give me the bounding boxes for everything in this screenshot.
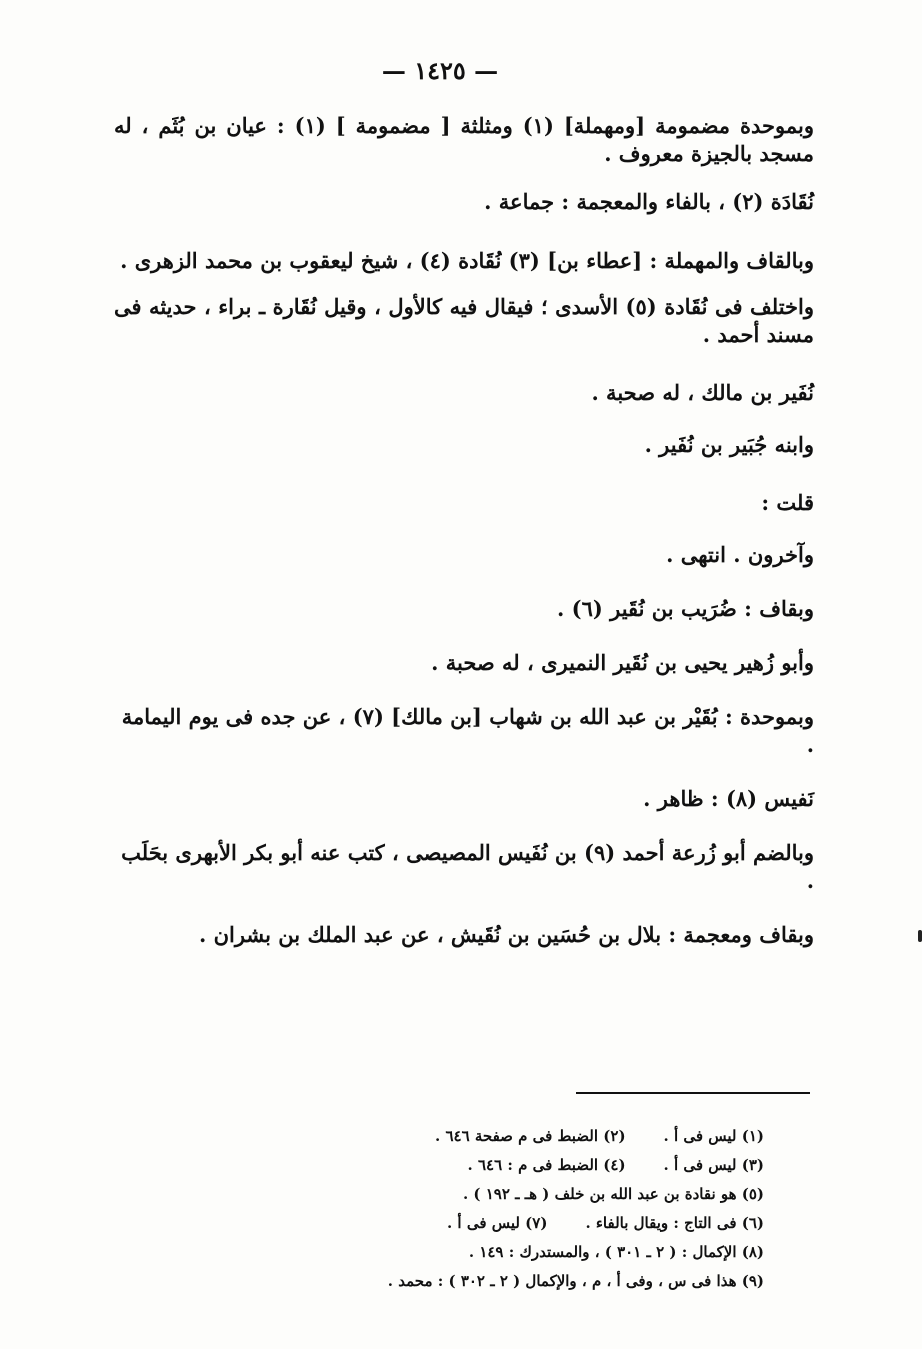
paragraph: وآخرون . انتهى .: [666, 542, 814, 567]
footnote: (٦) فى التاج : ويقال بالفاء .: [585, 1214, 764, 1232]
footnote-line: [304, 1151, 764, 1180]
paragraph: واختلف فى نُقَادة (٥) الأسدى ؛ فيقال فيه كالأول ، وقيل نُقَارة ـ براء ، حديثه فى مسند أحمد .: [114, 294, 814, 347]
footnote-divider: [576, 1092, 810, 1094]
footnote-line: [304, 1209, 764, 1238]
footnote: (٤) الضبط فى م : ٦٤٦ .: [467, 1156, 626, 1174]
scan-edge-mark: [918, 930, 922, 942]
paragraph: وأبو زُهير يحيى بن نُقَير النميرى ، له صحبة .: [431, 650, 814, 675]
paragraph: وبقاف : ضُرَيب بن نُقَير (٦) .: [557, 596, 814, 621]
page-number: — ١٤٢٥ —: [381, 56, 499, 85]
footnote: (٢) الضبط فى م صفحة ٦٤٦ .: [435, 1127, 626, 1145]
paragraph: نُفَير بن مالك ، له صحبة .: [591, 380, 814, 405]
footnote: (٩) هذا فى س ، وفى أ ، م ، والإكمال ( ٢ ـ ٣٠٢ ) : محمد .: [387, 1272, 764, 1290]
footnote-line: [304, 1122, 764, 1151]
paragraph: وبقاف ومعجمة : بلال بن حُسَين بن نُقَيش ، عن عبد الملك بن بشران .: [198, 922, 814, 947]
footnote-line: [304, 1238, 764, 1267]
footnote: (٥) هو نقادة بن عبد الله بن خلف ( هـ ـ ١٩٢ ) .: [462, 1185, 764, 1203]
paragraph: قلت :: [761, 490, 814, 515]
footnotes: [304, 1122, 764, 1296]
paragraph: وبموحدة : بُقَيْر بن عبد الله بن شهاب [بن مالك] (٧) ، عن جده فى يوم اليمامة .: [121, 704, 814, 757]
footnote-line: [304, 1267, 764, 1296]
paragraph: وبموحدة مضمومة [ومهملة] (١) ومثلثة [ مضمومة ] (١) : عيان بن بُثَم ، له مسجد بالجيزة معروف .: [114, 113, 814, 166]
paragraph: وابنه جُبَير بن نُفَير .: [644, 432, 814, 457]
main-text: [114, 112, 814, 949]
footnote: (٣) ليس فى أ .: [663, 1156, 764, 1174]
footnote: (٧) ليس فى أ .: [446, 1214, 548, 1232]
footnote: (٨) الإكمال : ( ٢ ـ ٣٠١ ) ، والمستدرك : ١٤٩ .: [468, 1243, 764, 1261]
footnote: (١) ليس فى أ .: [663, 1127, 764, 1145]
footnote-line: [304, 1180, 764, 1209]
paragraph: وبالقاف والمهملة : [عطاء بن] (٣) نُقَادة (٤) ، شيخ ليعقوب بن محمد الزهرى .: [120, 248, 814, 273]
paragraph: نُقَادَة (٢) ، بالفاء والمعجمة : جماعة .: [484, 189, 814, 214]
paragraph: نَفيس (٨) : ظاهر .: [643, 786, 814, 811]
paragraph: وبالضم أبو زُرعة أحمد (٩) بن نُفَيس المصيصى ، كتب عنه أبو بكر الأبهرى بحَلَب .: [121, 840, 814, 893]
